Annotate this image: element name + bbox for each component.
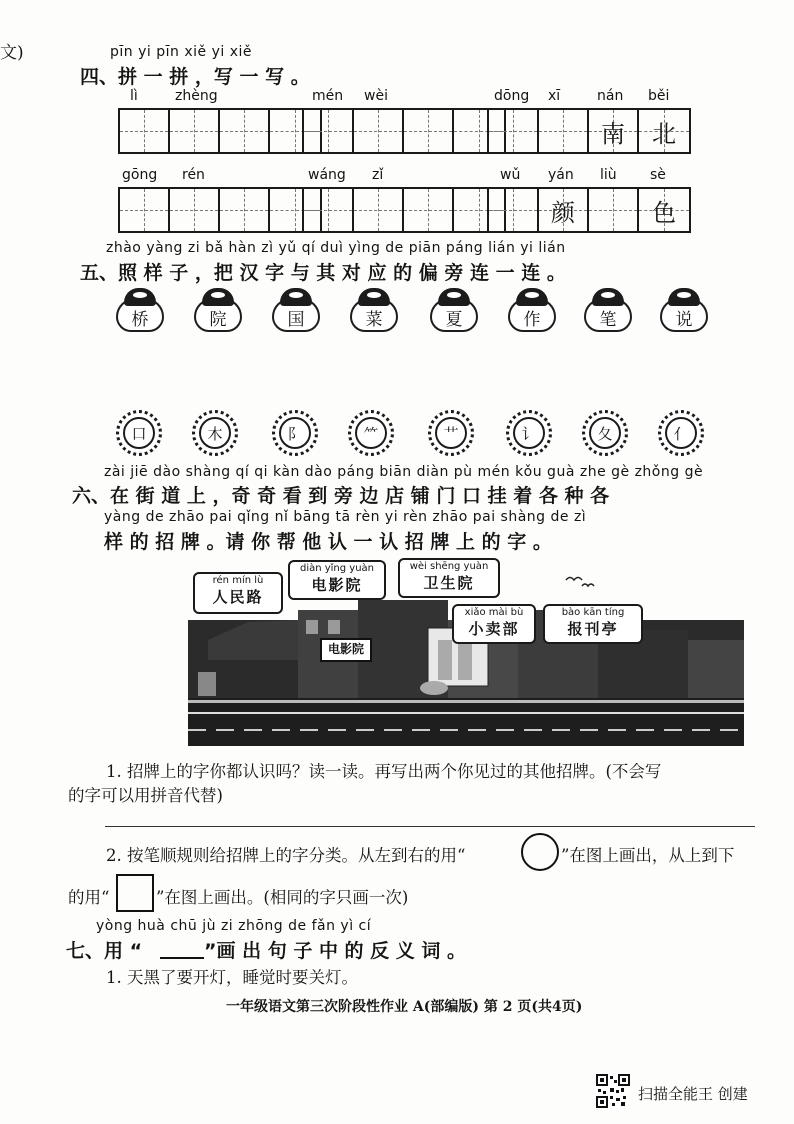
grid-pinyin: nán	[597, 88, 624, 104]
s5-pinyin: zhào yàng zi bǎ hàn zì yǔ qí duì yìng de piān páng lián yi lián	[106, 240, 566, 256]
character-mushroom[interactable]	[584, 288, 632, 332]
character-mushroom[interactable]	[508, 288, 556, 332]
mushroom-character: 夏	[430, 298, 478, 332]
mushroom-cap-icon	[592, 288, 624, 306]
grid-pinyin: wèi	[364, 88, 388, 104]
answer-line[interactable]	[105, 826, 755, 827]
s6-title-2: 样 的 招 牌 。请 你 帮 他 认 一 认 招 牌 上 的 字 。	[104, 531, 552, 553]
s7-q1: 1. 天黑了要开灯，睡觉时要关灯。	[106, 968, 358, 987]
grid-cell[interactable]	[589, 189, 639, 231]
mushroom-character: 作	[508, 298, 556, 332]
mushroom-cap-icon	[668, 288, 700, 306]
radical-character: 木	[199, 417, 231, 449]
radical-character: ⺮	[355, 417, 387, 449]
street-sign[interactable]	[452, 604, 536, 644]
street-sign[interactable]	[288, 560, 386, 600]
sign-characters: 报刊亭	[567, 620, 619, 638]
sign-characters: 卫生院	[423, 574, 475, 592]
radical-flower[interactable]	[582, 410, 628, 456]
grid-character: 颜	[551, 198, 575, 227]
radical-flower[interactable]	[658, 410, 704, 456]
mushroom-cap-icon	[202, 288, 234, 306]
grid-pinyin: wáng	[308, 167, 346, 183]
radical-character: 讠	[513, 417, 545, 449]
grid-cell[interactable]	[354, 110, 404, 152]
grid-cell[interactable]	[304, 110, 354, 152]
sign-characters: 电影院	[311, 576, 363, 594]
s6-q2-part1: 2. 按笔顺规则给招牌上的字分类。从左到右的用“	[106, 846, 466, 865]
grid-pinyin: yán	[548, 167, 574, 183]
mushroom-cap-icon	[438, 288, 470, 306]
s7-title-a: 七、用 “	[66, 940, 143, 962]
radical-flower[interactable]	[116, 410, 162, 456]
radical-character: 艹	[435, 417, 467, 449]
grid-cell[interactable]	[220, 189, 270, 231]
radical-character: 夂	[589, 417, 621, 449]
s6-title-1: 六、在 街 道 上 ，奇 奇 看 到 旁 边 店 铺 门 口 挂 着 各 种 各	[72, 485, 610, 507]
grid-cell[interactable]	[639, 189, 689, 231]
radical-character: 亻	[665, 417, 697, 449]
s7-pinyin: yòng huà chū jù zi zhōng de fǎn yì cí	[96, 918, 372, 934]
grid-pinyin: lì	[130, 88, 138, 104]
writing-grid	[302, 108, 506, 154]
s4-title: 四、拼 一 拼 ，写 一 写 。	[80, 66, 310, 88]
mushroom-cap-icon	[280, 288, 312, 306]
sign-characters: 人民路	[212, 588, 264, 606]
grid-cell[interactable]	[589, 110, 639, 152]
mushroom-character: 说	[660, 298, 708, 332]
street-sign[interactable]	[398, 558, 500, 598]
grid-character: 南	[601, 119, 625, 148]
radical-character: 阝	[279, 417, 311, 449]
mushroom-character: 桥	[116, 298, 164, 332]
grid-pinyin: mén	[312, 88, 344, 104]
grid-cell[interactable]	[170, 189, 220, 231]
street-sign[interactable]	[193, 572, 283, 614]
grid-cell[interactable]	[120, 189, 170, 231]
grid-cell[interactable]	[120, 110, 170, 152]
grid-character: 色	[652, 198, 676, 227]
scanner-watermark: 扫描全能王 创建	[638, 1085, 748, 1103]
character-mushroom[interactable]	[272, 288, 320, 332]
grid-pinyin: dōng	[494, 88, 530, 104]
radical-flower[interactable]	[348, 410, 394, 456]
sign-pinyin: diàn yǐng yuàn	[299, 563, 375, 574]
mushroom-character: 国	[272, 298, 320, 332]
s6-q2-part3: 的用“	[68, 888, 110, 907]
mushroom-character: 院	[194, 298, 242, 332]
grid-cell[interactable]	[539, 110, 589, 152]
sign-pinyin: rén mín lù	[212, 575, 264, 586]
grid-cell[interactable]	[304, 189, 354, 231]
grid-pinyin: rén	[182, 167, 205, 183]
grid-pinyin: sè	[650, 167, 666, 183]
writing-grid	[487, 108, 691, 154]
character-mushroom[interactable]	[430, 288, 478, 332]
grid-cell[interactable]	[404, 110, 454, 152]
character-mushroom[interactable]	[660, 288, 708, 332]
grid-pinyin: zǐ	[372, 167, 384, 183]
underline-symbol	[160, 957, 204, 959]
s5-title: 五、照 样 子 ，把 汉 字 与 其 对 应 的 偏 旁 连 一 连 。	[80, 262, 566, 284]
character-mushroom[interactable]	[116, 288, 164, 332]
s6-pinyin-2: yàng de zhāo pai qǐng nǐ bāng tā rèn yi rèn zhāo pai shàng de zì	[104, 509, 587, 525]
grid-pinyin: gōng	[122, 167, 158, 183]
s6-q2-part2: ”在图上画出，从上到下	[561, 846, 735, 865]
grid-pinyin: liù	[600, 167, 617, 183]
s6-q2-part4: ”在图上画出。(相同的字只画一次)	[156, 888, 409, 907]
sign-pinyin: bào kān tíng	[561, 607, 625, 618]
radical-flower[interactable]	[192, 410, 238, 456]
grid-cell[interactable]	[639, 110, 689, 152]
street-sign[interactable]	[543, 604, 643, 644]
corner-mark: 文)	[0, 43, 24, 63]
grid-character: 北	[652, 119, 676, 148]
mushroom-cap-icon	[124, 288, 156, 306]
s6-q1-line1: 1. 招牌上的字你都认识吗？读一读。再写出两个你见过的其他招牌。(不会写	[106, 762, 662, 781]
radical-character: 口	[123, 417, 155, 449]
s4-pinyin: pīn yi pīn xiě yi xiě	[110, 44, 252, 60]
sign-characters: 小卖部	[468, 620, 520, 638]
grid-cell[interactable]	[489, 189, 539, 231]
grid-pinyin: běi	[648, 88, 670, 104]
grid-cell[interactable]	[404, 189, 454, 231]
building-sign: 电影院	[320, 638, 372, 662]
character-mushroom[interactable]	[194, 288, 242, 332]
writing-grid	[118, 187, 322, 233]
qr-code-icon	[596, 1074, 630, 1108]
grid-cell[interactable]	[354, 189, 404, 231]
writing-grid	[487, 187, 691, 233]
sign-pinyin: xiǎo mài bù	[464, 607, 524, 618]
s7-title-b: ”画 出 句 子 中 的 反 义 词 。	[204, 940, 467, 962]
grid-pinyin: xī	[548, 88, 561, 104]
radical-flower[interactable]	[428, 410, 474, 456]
s6-q1-line2: 的字可以用拼音代替)	[68, 786, 223, 805]
square-symbol	[116, 874, 154, 912]
page-footer: 一年级语文第三次阶段性作业 A(部编版) 第 2 页(共4页)	[226, 999, 583, 1015]
grid-pinyin: zhèng	[175, 88, 218, 104]
radical-flower[interactable]	[272, 410, 318, 456]
writing-grid	[118, 108, 322, 154]
grid-cell[interactable]	[489, 110, 539, 152]
s6-pinyin-1: zài jiē dào shàng qí qi kàn dào páng biān diàn pù mén kǒu guà zhe gè zhǒng gè	[104, 464, 704, 480]
mushroom-cap-icon	[358, 288, 390, 306]
sign-pinyin: wèi shēng yuàn	[409, 561, 489, 572]
grid-pinyin: wǔ	[500, 167, 521, 183]
writing-grid	[302, 187, 506, 233]
circle-symbol	[521, 833, 559, 871]
grid-cell[interactable]	[170, 110, 220, 152]
grid-cell[interactable]	[220, 110, 270, 152]
character-mushroom[interactable]	[350, 288, 398, 332]
mushroom-cap-icon	[516, 288, 548, 306]
mushroom-character: 笔	[584, 298, 632, 332]
grid-cell[interactable]	[539, 189, 589, 231]
radical-flower[interactable]	[506, 410, 552, 456]
mushroom-character: 菜	[350, 298, 398, 332]
